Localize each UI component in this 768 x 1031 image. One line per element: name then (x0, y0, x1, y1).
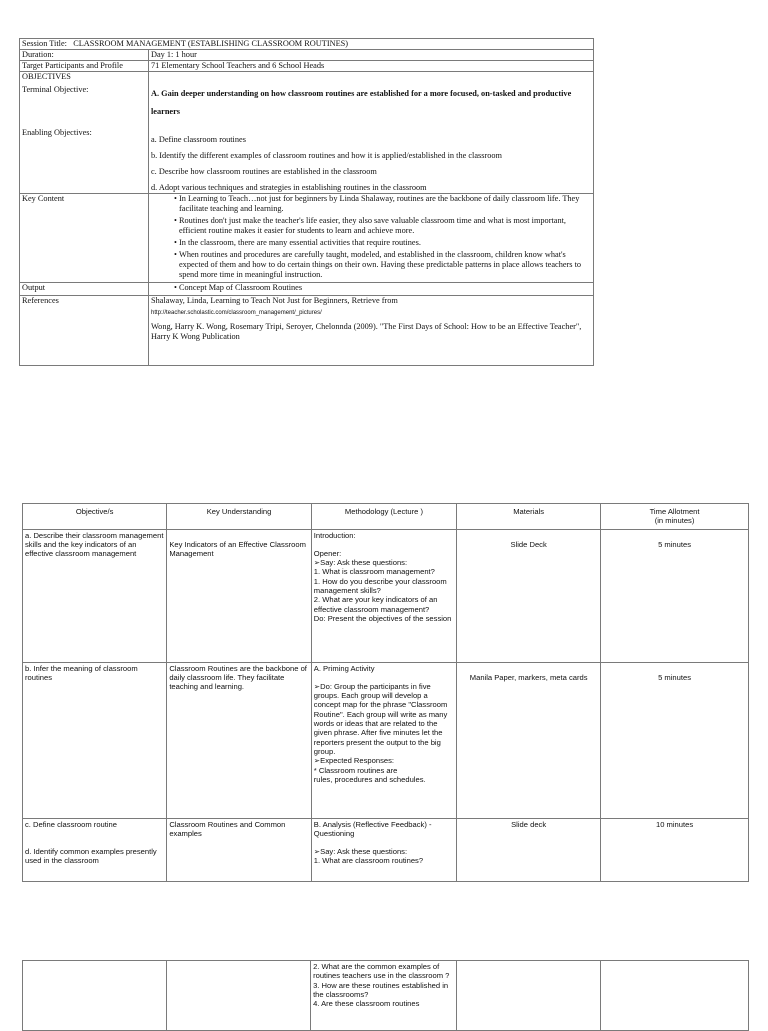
objectives-cell (20, 72, 149, 194)
reference-2: Wong, Harry K. Wong, Rosemary Tripi, Seroyer, Chelonnda (2009). "The First Days of School: How to be an Effective Teacher", Harry K Wong Publication (151, 322, 582, 341)
row3-objective-c: c. Define classroom routine (25, 819, 118, 829)
output-label: Output (20, 283, 149, 296)
row1-objective: a. Describe their classroom management skills and the key indicators of an effective classroom management (23, 529, 167, 662)
key-content-item: • In Learning to Teach…not just for beginners by Linda Shalaway, routines are the backbone of daily classroom life. They facilitate teaching and learning. (179, 194, 591, 214)
key-content-cell (149, 194, 594, 283)
session-title-cell (20, 39, 594, 50)
enabling-objective: a. Define classroom routines (151, 135, 246, 144)
terminal-label: Terminal Objective: (22, 85, 89, 94)
row1-materials: Slide Deck (457, 529, 601, 662)
key-content-item: • In the classroom, there are many essential activities that require routines. (179, 238, 591, 248)
session-overview-table (19, 38, 594, 366)
row2-methodology: A. Priming Activity ➢Do: Group the participants in five groups. Each group will develop a concept map for the phrase "Classroom Routine". Each group will write as many words or ideas that are related to the given phrase. After five minutes let the reporters present the output to the big group. ➢Expected Responses: * Classroom routines are rules, procedures and schedules. (311, 662, 456, 818)
header-materials: Materials (457, 504, 601, 530)
objectives-heading: OBJECTIVES (22, 72, 71, 81)
output-value: • Concept Map of Classroom Routines (179, 283, 591, 293)
key-content-item: • Routines don't just make the teacher's life easier, they also save valuable classroom time and what is most important, efficient routine makes it easier for students to learn and achieve more. (179, 216, 591, 236)
row3-materials: Slide deck (457, 818, 601, 881)
row3-time: 10 minutes (601, 818, 749, 881)
references-cell (149, 296, 594, 366)
row2-objective: b. Infer the meaning of classroom routines (23, 662, 167, 818)
enabling-objective: b. Identify the different examples of classroom routines and how it is applied/established in the classroom (151, 151, 502, 160)
header-key-understanding: Key Understanding (167, 504, 311, 530)
session-title-value: CLASSROOM MANAGEMENT (ESTABLISHING CLASSROOM ROUTINES) (73, 39, 349, 48)
session-plan-table (22, 503, 749, 882)
table-row (23, 961, 749, 1031)
continued-methodology: 2. What are the common examples of routines teachers use in the classroom ? 3. How are these routines established in the classrooms? 4. Are these classroom routines (311, 961, 457, 1031)
header-methodology: Methodology (Lecture ) (311, 504, 456, 530)
header-objectives: Objective/s (23, 504, 167, 530)
reference-1: Shalaway, Linda, Learning to Teach Not Just for Beginners, Retrieve from (151, 296, 398, 305)
output-cell (149, 283, 594, 296)
enabling-objective: c. Describe how classroom routines are established in the classroom (151, 167, 377, 176)
table-row (23, 662, 749, 818)
table-row (23, 529, 749, 662)
row2-key-understanding: Classroom Routines are the backbone of daily classroom life. They facilitate teaching and learning. (167, 662, 311, 818)
key-content-item: • When routines and procedures are carefully taught, modeled, and established in the classroom, children know what's expected of them and how to do certain things on their own. Having these predictable patterns in place allows teachers to spend more time in meaningful instruction. (179, 250, 591, 280)
terminal-objective: A. Gain deeper understanding on how classroom routines are established for a more focused, on-tasked and productive learners (151, 89, 572, 116)
duration-value: Day 1: 1 hour (149, 50, 594, 61)
row1-methodology: Introduction: Opener: ➢Say: Ask these questions: 1. What is classroom management? 1. How do you describe your classroom management skills? 2. What are your key indicators of an effective classroom management? Do: Present the objectives of the session (311, 529, 456, 662)
table-row (23, 818, 749, 881)
references-label: References (20, 296, 149, 366)
target-label: Target Participants and Profile (20, 61, 149, 72)
key-content-list (151, 194, 591, 280)
row2-materials: Manila Paper, markers, meta cards (457, 662, 601, 818)
enabling-objective: d. Adopt various techniques and strategies in establishing routines in the classroom (151, 183, 427, 192)
row3-objective (23, 818, 167, 881)
row3-objective-d: d. Identify common examples presently used in the classroom (25, 846, 157, 866)
target-value: 71 Elementary School Teachers and 6 School Heads (149, 61, 594, 72)
reference-1-url: http://teacher.scholastic.com/classroom_management/_pictures/ (151, 310, 322, 316)
row1-time: 5 minutes (601, 529, 749, 662)
duration-label: Duration: (20, 50, 149, 61)
session-plan-continuation (22, 960, 749, 1031)
enabling-label: Enabling Objectives: (22, 128, 92, 137)
session-title-label: Session Title: (22, 39, 67, 48)
row3-methodology: B. Analysis (Reflective Feedback) - Questioning ➢Say: Ask these questions: 1. What are classroom routines? (311, 818, 456, 881)
header-time-allotment: Time Allotment (in minutes) (601, 504, 749, 530)
row2-time: 5 minutes (601, 662, 749, 818)
header-time-sub: (in minutes) (654, 516, 695, 526)
row1-key-understanding: Key Indicators of an Effective Classroom Management (167, 529, 311, 662)
key-content-label: Key Content (20, 194, 149, 283)
row3-key-understanding: Classroom Routines and Common examples (167, 818, 311, 881)
objectives-content (149, 72, 594, 194)
